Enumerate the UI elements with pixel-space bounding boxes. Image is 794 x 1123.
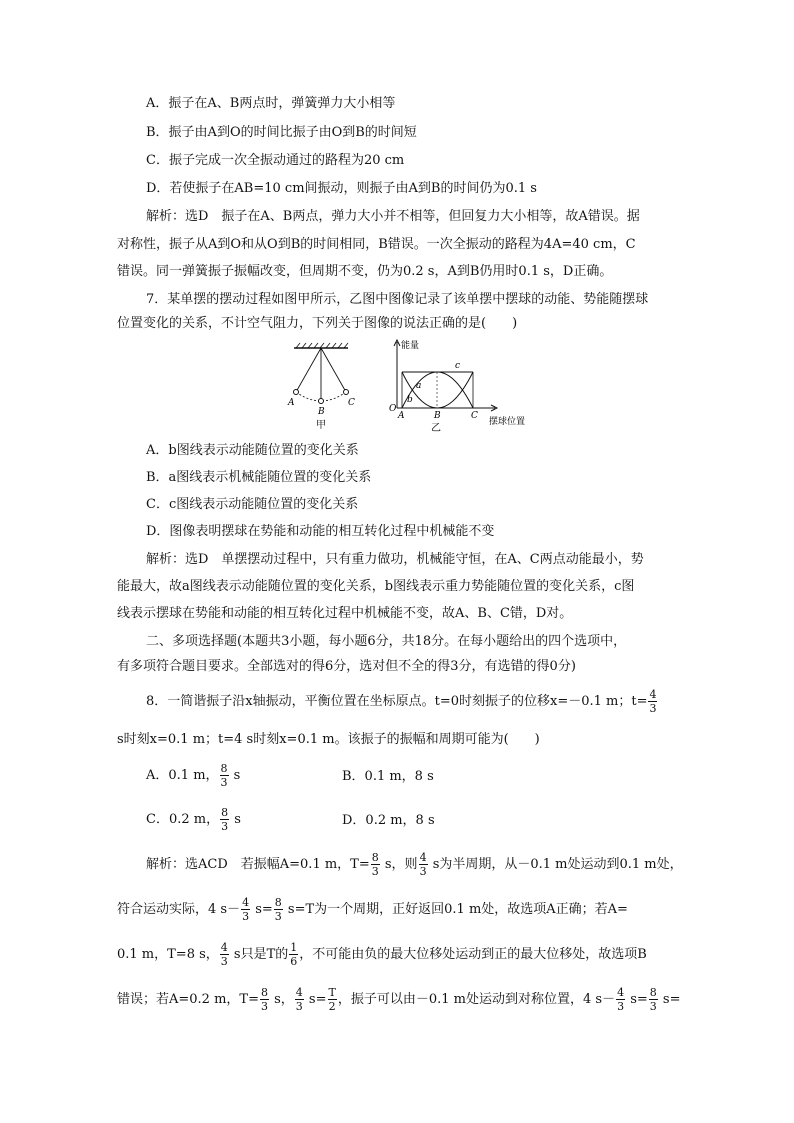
energy-graph [385,338,545,436]
bob-a [294,390,299,395]
q8-analysis-line-1: 解析：选ACD 若振幅A=0.1 m，T= $\frac{8}{3}$ s，则 $\frac{4}{3}$ s为半周期，从－0.1 m处运动到0.1 m处， [146,851,683,878]
q8-analysis-line-2: 符合运动实际，4 s－ $\frac{4}{3}$ s= $\frac{8}{3}$ s=T为一个周期，正好返回0.1 m处，故选项A正确；若A= [117,896,628,923]
point-a-label: A [398,411,405,421]
q7-option-d: D．图像表明摆球在势能和动能的相互转化过程中机械能不变 [146,524,495,539]
origin-label: O [389,404,397,414]
section-2-line-1: 二、多项选择题(本题共3小题，每小题6分，共18分。在每小题给出的四个选项中， [146,634,627,649]
y-axis-label: 能量 [401,341,420,351]
fraction-t-2: $\frac{T}{2}$ [328,986,336,1013]
q7-option-b: B．a图线表示机械能随位置的变化关系 [146,470,372,485]
fraction-4-3: $\frac{4}{3}$ [419,851,427,878]
point-b-label: B [434,411,441,421]
q7-option-a: A．b图线表示动能随位置的变化关系 [146,443,359,458]
q7-analysis-line-3: 线表示摆球在势能和动能的相互转化过程中机械能不变，故A、B、C错，D对。 [117,606,573,621]
q8-stem-line-2: s时刻x=0.1 m；t=4 s时刻x=0.1 m。该振子的振幅和周期可能为( ) [117,732,540,747]
fraction-4-3: $\frac{4}{3}$ [242,896,250,923]
q8-analysis-line-4: 错误；若A=0.2 m，T= $\frac{8}{3}$ s， $\frac{4}{3}$ s= $\frac{T}{2}$ ，振子可以由－0.1 m处运动到对称位置，4 s－ $\frac{4}{3}$ s= $\frac{8}{3}$ s= [117,986,681,1013]
q6-option-a: A．振子在A、B两点时，弹簧弹力大小相等 [146,96,396,111]
fraction-8-3: $\frac{8}{3}$ [220,762,228,789]
label-b: B [318,407,325,417]
fraction-4-3: $\frac{4}{3}$ [617,986,625,1013]
fraction-8-3: $\frac{8}{3}$ [260,986,268,1013]
fraction-8-3: $\frac{8}{3}$ [274,896,282,923]
q6-analysis-line-2: 对称性，振子从A到O和从O到B的时间相同，B错误。一次全振动的路程为4A=40 cm，C [117,237,636,252]
q7-stem-line-2: 位置变化的关系，不计空气阻力，下列关于图像的说法正确的是( ) [117,316,518,331]
q6-analysis-line-1: 解析：选D 振子在A、B两点，弹力大小并不相等，但回复力大小相等，故A错误。据 [146,209,640,224]
q8-stem-line-1: 8．一简谐振子沿x轴振动，平衡位置在坐标原点。t=0时刻振子的位移x=－0.1 m；t= $\frac{4}{3}$ [146,688,657,715]
bob-c [344,390,349,395]
bob-b [319,399,324,404]
string-a [296,348,321,392]
fraction-4-3: $\frac{4}{3}$ [649,688,657,715]
q6-option-c: C．振子完成一次全振动通过的路程为20 cm [146,153,405,168]
fraction-4-3: $\frac{4}{3}$ [220,941,228,968]
pendulum-figure [286,342,356,430]
q6-analysis-line-3: 错误。同一弹簧振子振幅改变，但周期不变，仍为0.2 s，A到B仍用时0.1 s，D正确。 [117,264,613,279]
string-c [321,348,346,392]
fraction-1-6: $\frac{1}{6}$ [290,941,298,968]
q6-option-b: B．振子由A到O的时间比振子由O到B的时间短 [146,125,417,140]
q7-analysis-line-2: 能最大，故a图线表示动能随位置的变化关系，b图线表示重力势能随位置的变化关系，c图 [117,579,635,594]
label-jia: 甲 [316,420,326,430]
q8-option-c: C．0.2 m， $\frac{8}{3}$ s [146,806,241,833]
section-2-line-2: 有多项符合题目要求。全部选对的得6分，选对但不全的得3分，有选错的得0分) [117,659,576,674]
point-c-label: C [471,411,478,421]
q6-option-d: D．若使振子在AB=10 cm间振动，则振子由A到B的时间仍为0.1 s [146,181,537,196]
q8-option-b: B．0.1 m，8 s [342,769,434,784]
fraction-8-3: $\frac{8}{3}$ [371,851,379,878]
curve-a-label: a [416,381,422,391]
fraction-8-3: $\frac{8}{3}$ [221,806,229,833]
curve-b-label: b [407,395,413,405]
q8-analysis-line-3: 0.1 m，T=8 s， $\frac{4}{3}$ s只是T的 $\frac{1}{6}$ ，不可能由负的最大位移处运动到正的最大位移处，故选项B [117,941,647,968]
fraction-8-3: $\frac{8}{3}$ [649,986,657,1013]
label-a: A [288,398,295,408]
fraction-4-3: $\frac{4}{3}$ [295,986,303,1013]
q7-analysis-line-1: 解析：选D 单摆摆动过程中，只有重力做功，机械能守恒，在A、C两点动能最小，势 [146,552,644,567]
q7-stem-line-1: 7．某单摆的摆动过程如图甲所示，乙图中图像记录了该单摆中摆球的动能、势能随摆球 [146,292,649,307]
x-axis-label: 摆球位置 [489,417,526,427]
label-c: C [348,398,355,408]
label-yi: 乙 [431,423,441,434]
q7-option-c: C．c图线表示动能随位置的变化关系 [146,497,359,512]
q8-option-a: A．0.1 m， $\frac{8}{3}$ s [146,762,241,789]
curve-c-label: c [455,361,461,371]
q8-option-d: D．0.2 m，8 s [342,813,435,828]
